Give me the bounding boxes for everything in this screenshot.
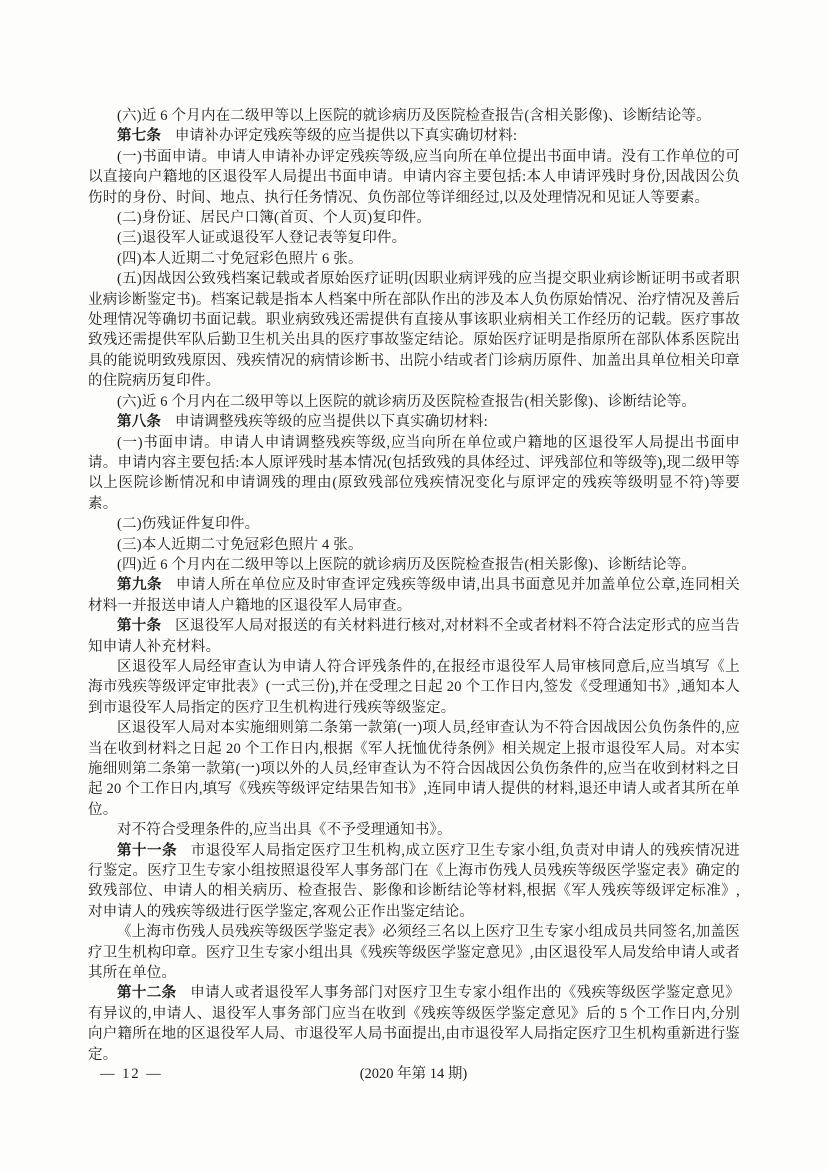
paragraph	[88, 820, 740, 840]
article-number: 第七条	[117, 128, 162, 145]
article-number: 第十一条	[117, 842, 178, 859]
paragraph	[88, 535, 740, 555]
paragraph-text: 市退役军人局指定医疗卫生机构,成立医疗卫生专家小组,负责对申请人的残疾情况进行鉴定。医疗卫生专家小组按照退役军人事务部门在《上海市伤残人员残疾等级医学鉴定表》确定的致残部位、申请人的相关病历、检查报告、影像和诊断结论等材料,根据《军人残疾等级评定标准》,对申请人的残疾等级进行医学鉴定,客观公正作出鉴定结论。	[88, 842, 740, 920]
paragraph-text: 区退役军人局对本实施细则第二条第一款第(一)项人员,经审查认为不符合因战因公负伤条件的,应当在收到材料之日起 20 个工作日内,根据《军人抚恤优待条例》相关规定上报市退役军人局。对本实施细则第二条第一款第(一)项以外的人员,经审查认为不符合因战因公负伤条件的,应当在收到材料之日起 20 个工作日内,填写《残疾等级评定结果告知书》,连同申请人提供的材料,退还申请人或者其所在单位。	[88, 720, 740, 818]
paragraph-text: (五)因战因公致残档案记载或者原始医疗证明(因职业病评残的应当提交职业病诊断证明书或者职业病诊断鉴定书)。档案记载是指本人档案中所在部队作出的涉及本人负伤原始情况、治疗情况及善后处理情况等确切书面记载。职业病致残还需提供有直接从事该职业病相关工作经历的记载。医疗事故致残还需提供军队后勤卫生机关出具的医疗事故鉴定结论。原始医疗证明是指原所在部队体系医院出具的能说明致残原因、残疾情况的病情诊断书、出院小结或者门诊病历原件、加盖出具单位相关印章的住院病历复印件。	[88, 271, 740, 390]
paragraph-text: 《上海市伤残人员残疾等级医学鉴定表》必须经三名以上医疗卫生专家小组成员共同签名,加盖医疗卫生机构印章。医疗卫生专家小组出具《残疾等级医学鉴定意见》,由区退役军人局发给申请人或者其所在单位。	[88, 924, 740, 982]
paragraph-text: 区退役军人局经审查认为申请人符合评残条件的,在报经市退役军人局审核同意后,应当填写《上海市残疾等级评定审批表》(一式三份),并在受理之日起 20 个工作日内,签发《受理通知书》,通知本人到市退役军人局指定的医疗卫生机构进行残疾等级鉴定。	[88, 658, 740, 716]
document-body	[88, 106, 740, 1065]
paragraph	[88, 412, 740, 432]
paragraph-text: 申请补办评定残疾等级的应当提供以下真实确切材料:	[174, 128, 518, 145]
paragraph	[88, 555, 740, 575]
paragraph	[88, 269, 740, 391]
paragraph	[88, 657, 740, 718]
paragraph	[88, 208, 740, 228]
paragraph	[88, 106, 740, 126]
paragraph-text: (三)本人近期二寸免冠彩色照片 4 张。	[117, 536, 363, 553]
paragraph-text: (二)身份证、居民户口簿(首页、个人页)复印件。	[117, 210, 432, 227]
paragraph	[88, 228, 740, 248]
paragraph-text: 申请调整残疾等级的应当提供以下真实确切材料:	[174, 414, 488, 431]
paragraph	[88, 718, 740, 820]
paragraph-text: 对不符合受理条件的,应当出具《不予受理通知书》。	[117, 822, 452, 839]
paragraph	[88, 249, 740, 269]
paragraph	[88, 616, 740, 657]
paragraph-text: (三)退役军人证或退役军人登记表等复印件。	[117, 230, 407, 247]
issue-label: (2020 年第 14 期)	[359, 1066, 468, 1082]
paragraph-text: (二)伤残证件复印件。	[117, 516, 260, 533]
paragraph	[88, 433, 740, 515]
paragraph-text: (四)本人近期二寸免冠彩色照片 6 张。	[117, 250, 363, 267]
page-footer	[0, 1062, 827, 1086]
paragraph-text: 区退役军人局对报送的有关材料进行核对,对材料不全或者材料不符合法定形式的应当告知申请人补充材料。	[88, 618, 741, 655]
article-number: 第八条	[117, 414, 162, 431]
paragraph-text: (一)书面申请。申请人申请调整残疾等级,应当向所在单位或户籍地的区退役军人局提出书面申请。申请内容主要包括:本人原评残时基本情况(包括致残的具体经过、评残部位和等级等),现二级甲等以上医院诊断情况和申请调残的理由(原致残部位残疾情况变化与原评定的残疾等级明显不符)等要素。	[88, 434, 740, 512]
paragraph	[88, 126, 740, 146]
paragraph	[88, 392, 740, 412]
paragraph	[88, 983, 740, 1065]
paragraph-text: (四)近 6 个月内在二级甲等以上医院的就诊病历及医院检查报告(相关影像)、诊断结论等。	[117, 556, 697, 573]
paragraph-text: 申请人所在单位应及时审查评定残疾等级申请,出具书面意见并加盖单位公章,连同相关材料一并报送申请人户籍地的区退役军人局审查。	[88, 577, 740, 614]
paragraph-text: (一)书面申请。申请人申请补办评定残疾等级,应当向所在单位提出书面申请。没有工作单位的可以直接向户籍地的区退役军人局提出书面申请。申请内容主要包括:本人申请评残时身份,因战因公负伤时的身份、时间、地点、执行任务情况、负伤部位等详细经过,以及处理情况和见证人等要素。	[88, 148, 740, 206]
article-number: 第十条	[117, 618, 162, 635]
paragraph	[88, 841, 740, 923]
article-number: 第九条	[117, 577, 163, 594]
paragraph-text: (六)近 6 个月内在二级甲等以上医院的就诊病历及医院检查报告(含相关影像)、诊断结论等。	[117, 108, 711, 124]
paragraph	[88, 147, 740, 208]
paragraph	[88, 514, 740, 534]
paragraph	[88, 922, 740, 983]
page-number: — 12 —	[100, 1066, 163, 1082]
paragraph-text: (六)近 6 个月内在二级甲等以上医院的就诊病历及医院检查报告(相关影像)、诊断结论等。	[117, 393, 697, 410]
paragraph-text: 申请人或者退役军人事务部门对医疗卫生专家小组作出的《残疾等级医学鉴定意见》有异议的,申请人、退役军人事务部门应当在收到《残疾等级医学鉴定意见》后的 5 个工作日内,分别向户籍所在地的区退役军人局、市退役军人局书面提出,由市退役军人局指定医疗卫生机构重新进行鉴定。	[88, 985, 740, 1063]
paragraph	[88, 575, 740, 616]
article-number: 第十二条	[117, 985, 177, 1002]
